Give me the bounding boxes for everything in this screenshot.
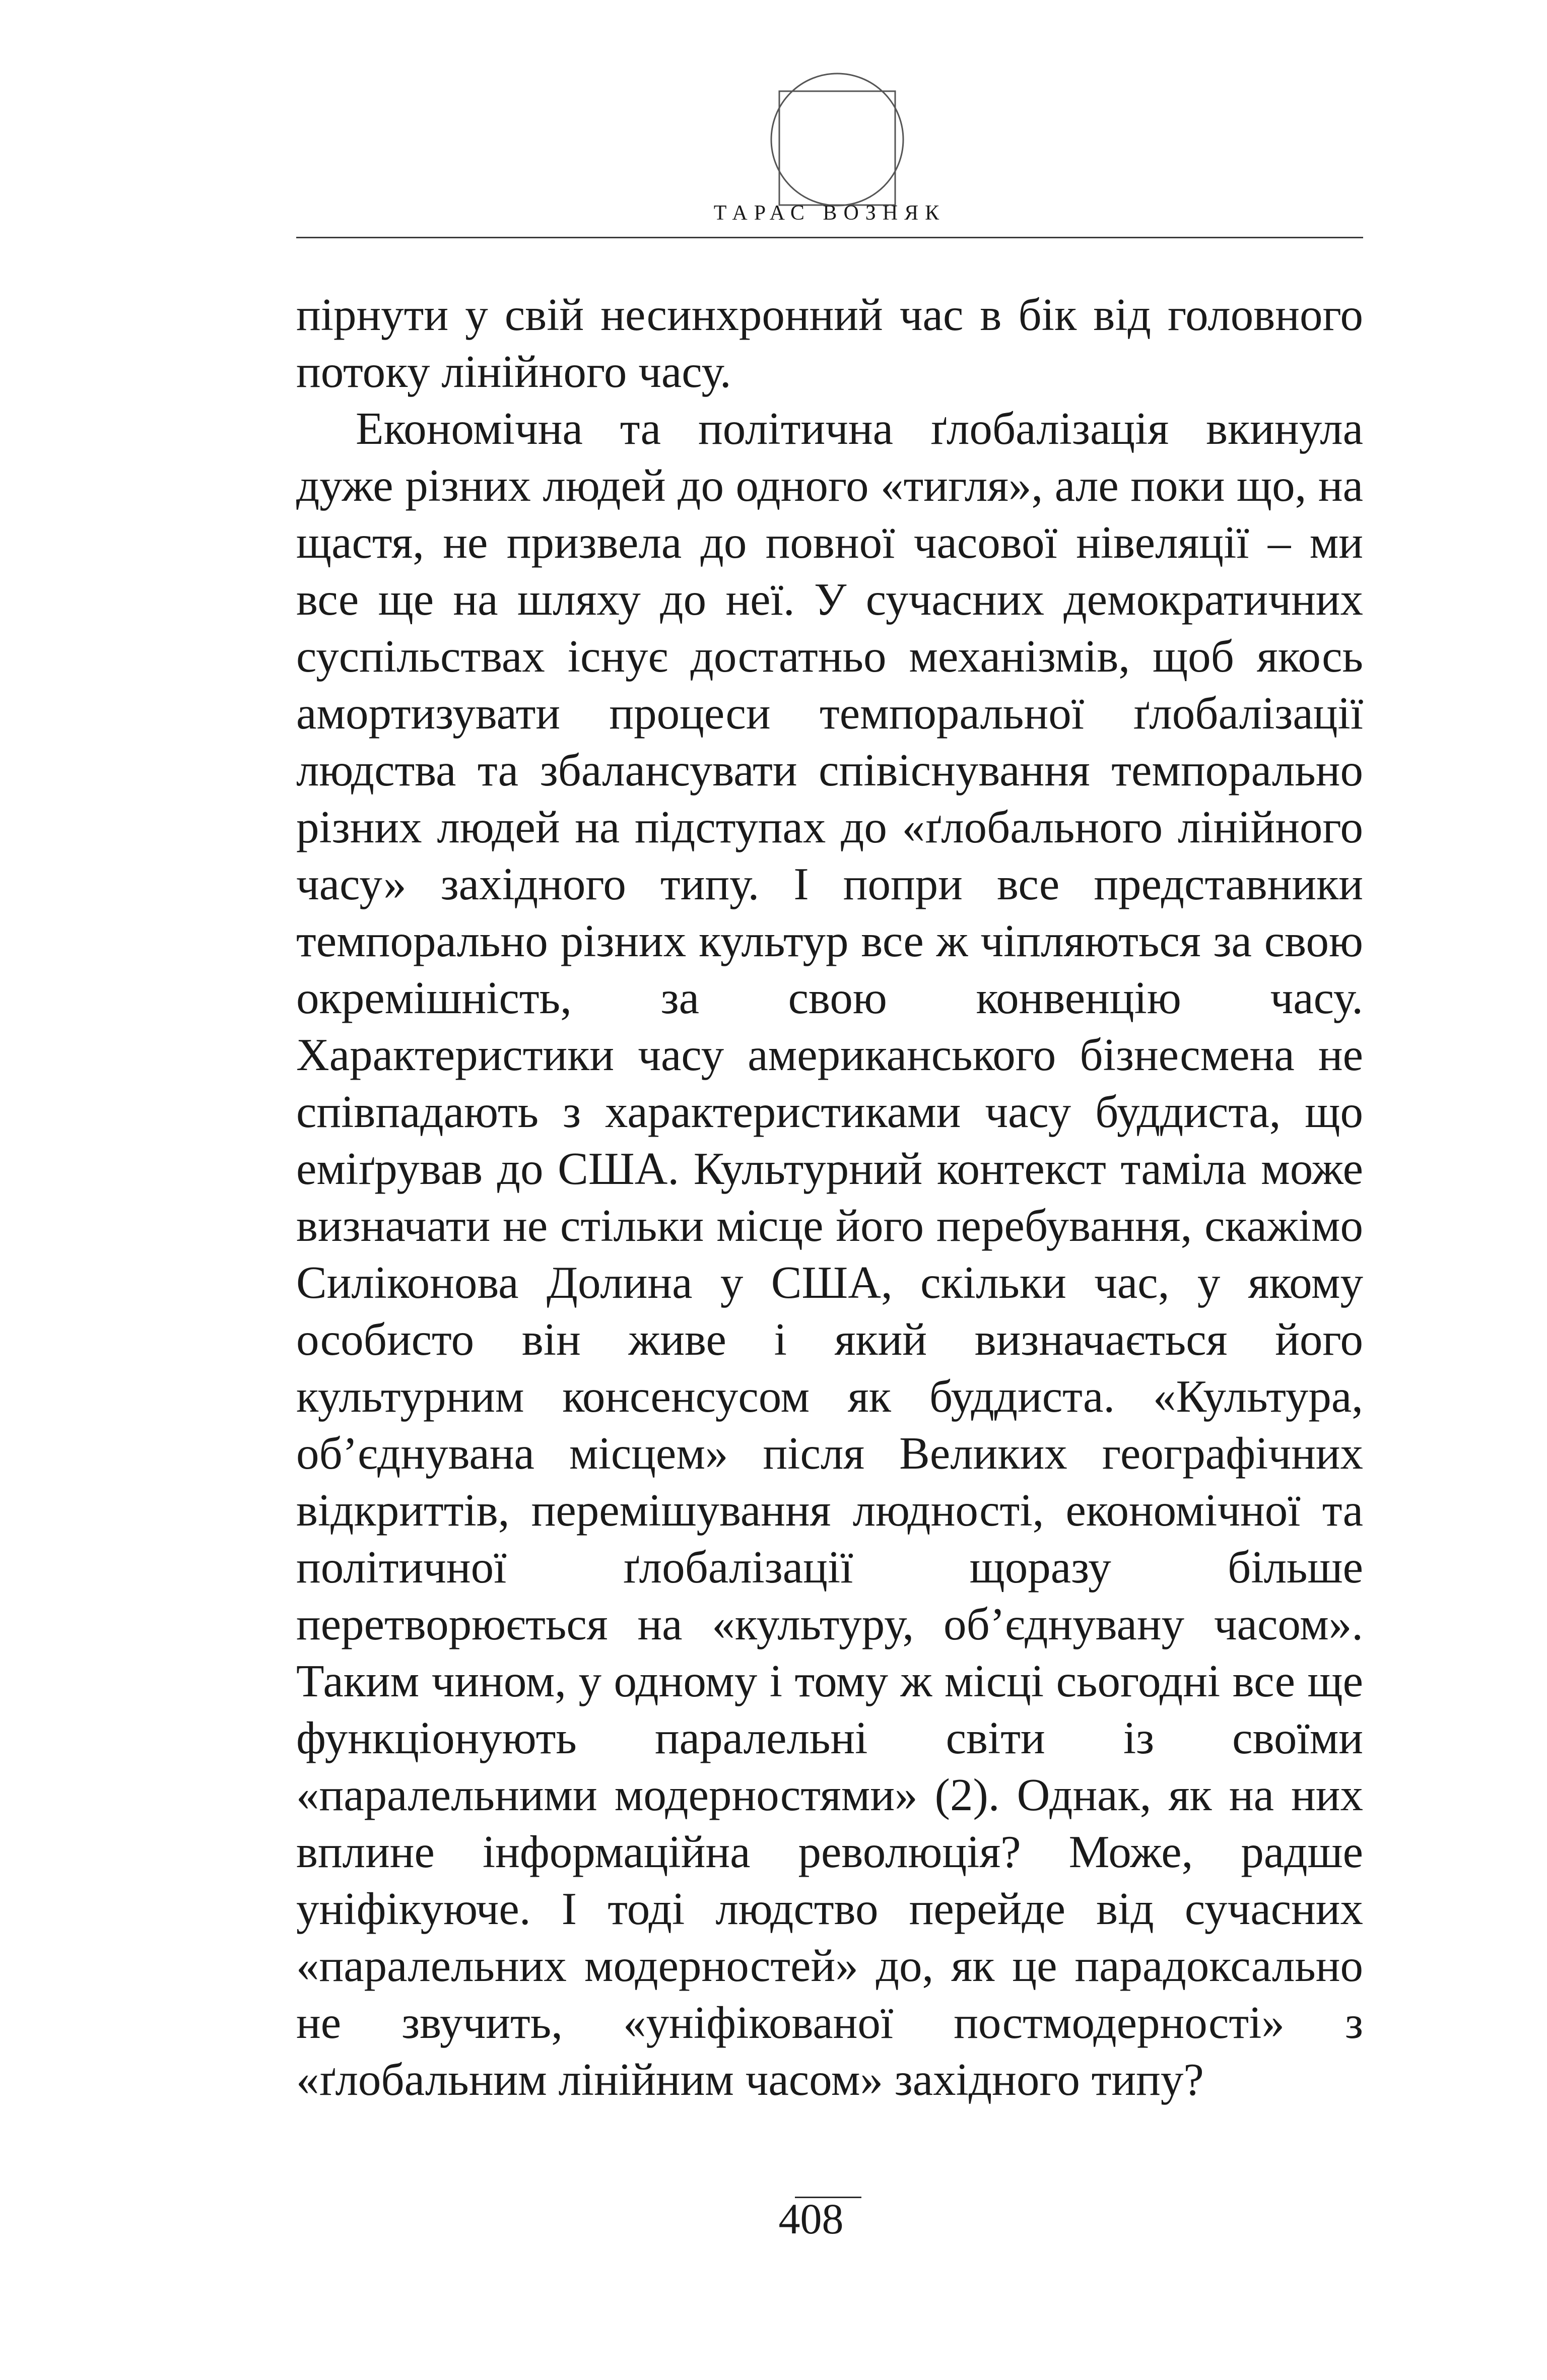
body-text xyxy=(296,286,1363,2108)
header-divider xyxy=(296,237,1363,238)
paragraph-continuation: пірнути у свій несинхронний час в бік від головного потоку лінійного часу. xyxy=(296,289,1363,397)
circle-square-emblem-icon xyxy=(769,72,905,208)
running-head: ТАРАС ВОЗНЯК xyxy=(713,202,946,225)
paragraph: Економічна та політична ґлобалізація вкинула дуже різних людей до одного «тигля», але поки що, на щастя, не призвела до повної часової нівеляції – ми все ще на шляху до неї. У сучасних демократичних суспільствах існує достатньо механізмів, щоб якось амортизувати процеси темпоральної ґлобалізації людства та збалансувати співіснування темпорально різних людей на підступах до «ґлобального лінійного часу» західного типу. І попри все представники темпорально різних культур все ж чіпляються за свою окремішність, за свою конвенцію часу. Характеристики часу американського бізнесмена не співпадають з характеристиками часу буддиста, що еміґрував до США. Культурний контекст таміла може визначати не стільки місце його перебування, скажімо Силіконова Долина у США, скільки час, у якому особисто він живе і який визначається його культурним консенсусом як буддиста. «Культура, об’єднувана місцем» після Великих географічних відкриттів, перемішування людності, економічної та політичної ґлобалізації щоразу більше перетворюється на «культуру, об’єднувану часом». Таким чином, у одному і тому ж місці сьогодні все ще функціонують паралельні світи із своїми «паралельними модерностями» (2). Однак, як на них вплине інформаційна революція? Може, радше уніфікуюче. І тоді людство перейде від сучасних «паралельних модерностей» до, як це парадоксально не звучить, «уніфікованої постмодерності» з «ґлобальним лінійним часом» західного типу? xyxy=(296,403,1363,2105)
page-number: 408 xyxy=(778,2195,844,2243)
